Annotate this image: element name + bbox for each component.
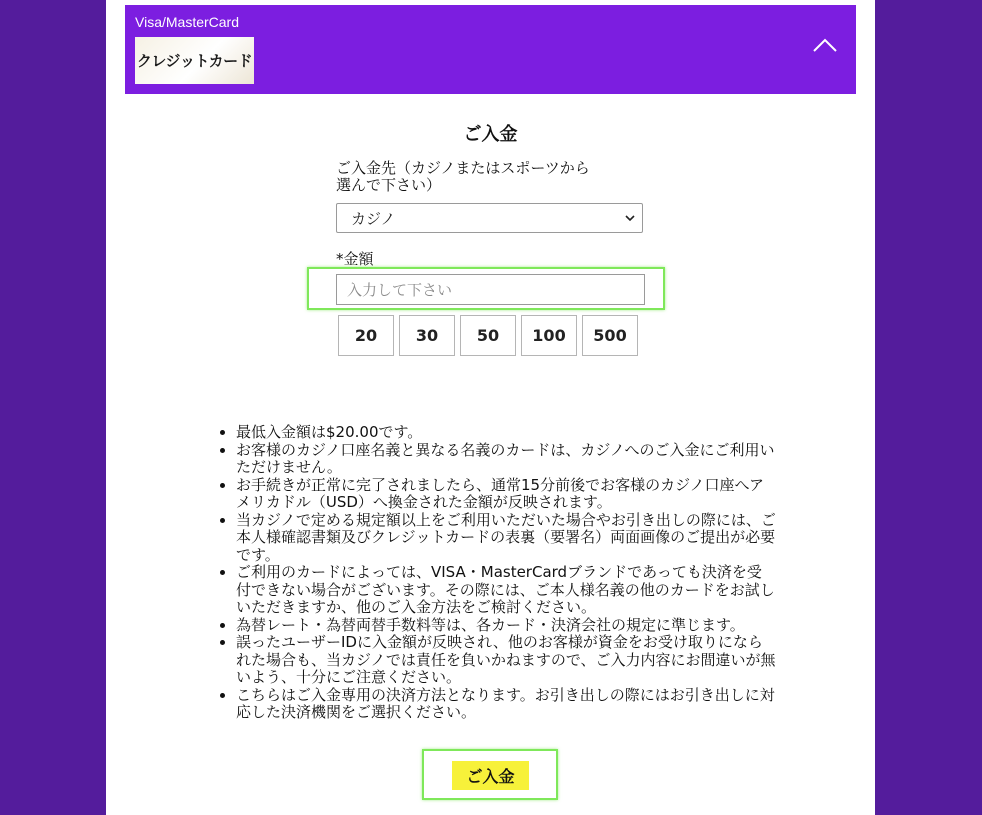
payment-method-header[interactable]: [125, 5, 856, 94]
preset-amount-button[interactable]: 500: [582, 315, 638, 356]
note-item: • こちらはご入金専用の決済方法となります。お引き出しの際にはお引き出しに対応した決済機関をご選択ください。: [236, 687, 776, 722]
note-item: • 最低入金額は$20.00です。: [236, 424, 776, 442]
amount-label: *金額: [336, 250, 374, 268]
preset-amounts: [338, 315, 638, 356]
credit-card-logo: [135, 37, 254, 84]
deposit-submit-button[interactable]: ご入金: [452, 761, 529, 790]
preset-amount-button[interactable]: 30: [399, 315, 455, 356]
destination-value: カジノ: [351, 209, 396, 228]
preset-amount-button[interactable]: 20: [338, 315, 394, 356]
chevron-down-icon: [624, 212, 636, 224]
preset-amount-button[interactable]: 100: [521, 315, 577, 356]
note-item: • 為替レート・為替両替手数料等は、各カード・決済会社の規定に準じます。: [236, 617, 776, 635]
amount-input[interactable]: [336, 274, 645, 305]
note-item: • ご利用のカードによっては、VISA・MasterCardブランドであっても決済を受付できない場合がございます。その際には、ご本人様名義の他のカードをお試しいただきますか、他のご入金方法をご検討ください。: [236, 564, 776, 617]
deposit-panel: [106, 0, 875, 815]
logo-text: クレジットカード: [136, 52, 253, 70]
payment-method-title: Visa/MasterCard: [135, 14, 240, 30]
chevron-up-icon[interactable]: [812, 35, 838, 55]
note-item: • 誤ったユーザーIDに入金額が反映され、他のお客様が資金をお受け取りになられた場合も、当カジノでは責任を負いかねますので、ご入力内容にお間違いが無いよう、十分にご注意ください。: [236, 634, 776, 687]
page-title: ご入金: [463, 124, 518, 145]
preset-amount-button[interactable]: 50: [460, 315, 516, 356]
note-item: • 当カジノで定める規定額以上をご利用いただいた場合やお引き出しの際には、ご本人様確認書類及びクレジットカードの表裏（要署名）両面画像のご提出が必要です。: [236, 512, 776, 565]
destination-label: ご入金先（カジノまたはスポーツから選んで下さい）: [336, 159, 590, 194]
destination-select[interactable]: [336, 203, 643, 233]
deposit-notes: [220, 424, 776, 722]
note-item: • お客様のカジノ口座名義と異なる名義のカードは、カジノへのご入金にご利用いただけません。: [236, 442, 776, 477]
note-item: • お手続きが正常に完了されましたら、通常15分前後でお客様のカジノ口座へアメリカドル（USD）へ換金された金額が反映されます。: [236, 477, 776, 512]
